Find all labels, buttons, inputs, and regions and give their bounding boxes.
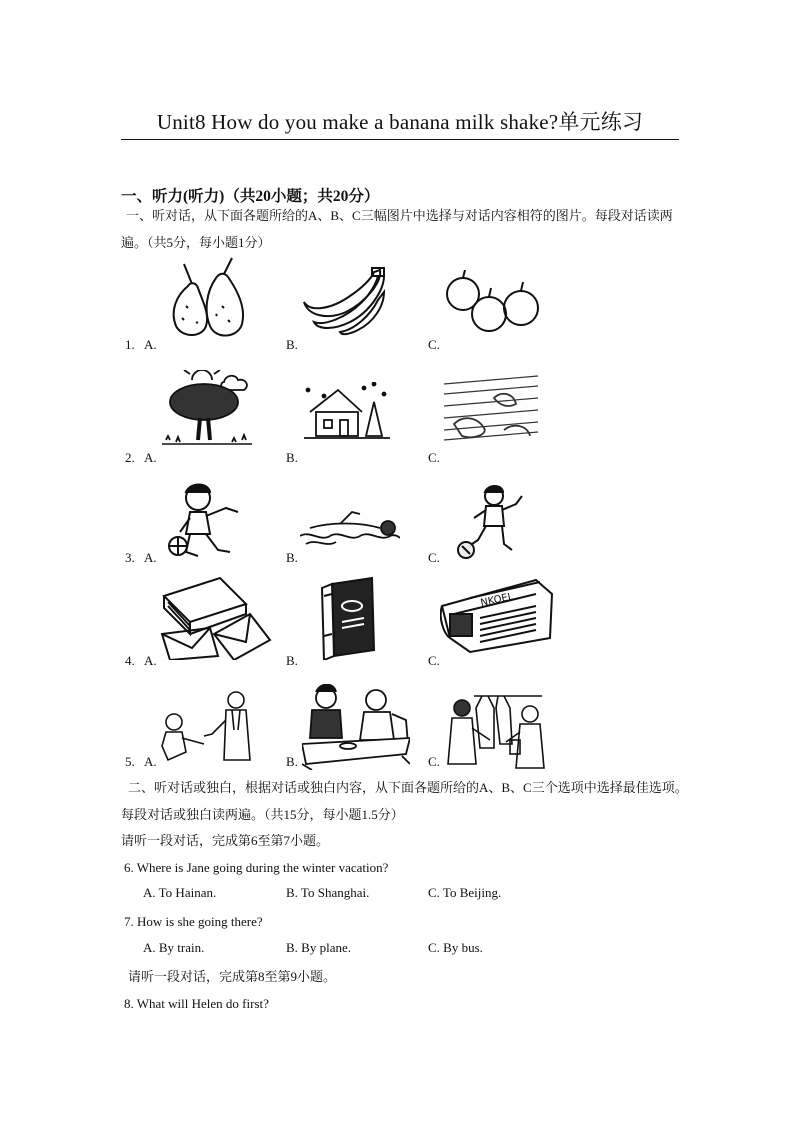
option-label-b: B. xyxy=(286,653,298,668)
q6-option-a: A. To Hainan. xyxy=(143,885,217,900)
listening-instruction-6-7: 请听一段对话，完成第6至第7小题。 xyxy=(121,833,330,848)
book-icon xyxy=(318,576,380,660)
option-label-a: A. xyxy=(144,653,157,668)
option-label-c: C. xyxy=(428,754,440,769)
option-label-a: A. xyxy=(144,550,157,565)
newspaper-icon xyxy=(440,578,554,654)
option-label-c: C. xyxy=(428,550,440,565)
listening-instruction-8-9: 请听一段对话，完成第8至第9小题。 xyxy=(128,969,337,984)
windy-weather-icon xyxy=(444,374,538,446)
swimming-icon xyxy=(300,508,400,548)
basketball-boy-icon xyxy=(166,482,242,562)
apples-icon xyxy=(443,270,541,334)
option-label-b: B. xyxy=(286,550,298,565)
pears-icon xyxy=(166,256,246,340)
q6-option-b: B. To Shanghai. xyxy=(286,885,370,900)
option-label-b: B. xyxy=(286,337,298,352)
doctor-patient-icon xyxy=(158,690,254,768)
soccer-boy-icon xyxy=(456,484,528,564)
option-label-c: C. xyxy=(428,450,440,465)
svg-text:NKOEL: NKOEL xyxy=(479,591,515,610)
section-heading: 一、听力(听力)（共20小题；共20分） xyxy=(121,188,380,205)
question-number: 1. xyxy=(125,337,135,352)
clothes-shopping-icon xyxy=(446,688,550,772)
part1-instruction-line1: 一、听对话，从下面各题所给的A、B、C三幅图片中选择与对话内容相符的图片。每段对话读两 xyxy=(126,208,673,223)
bananas-icon xyxy=(300,266,388,338)
part2-instruction-line2: 每段对话或独白读两遍。（共15分，每小题1.5分） xyxy=(121,807,404,822)
question-8: 8. What will Helen do first? xyxy=(124,996,269,1011)
option-label-b: B. xyxy=(286,450,298,465)
q7-option-c: C. By bus. xyxy=(428,940,483,955)
letters-icon xyxy=(160,574,272,660)
question-number: 3. xyxy=(125,550,135,565)
option-label-c: C. xyxy=(428,653,440,668)
question-number: 4. xyxy=(125,653,135,668)
part2-instruction-line1: 二、听对话或独白，根据对话或独白内容，从下面各题所给的A、B、C三个选项中选择最佳选项。 xyxy=(128,780,688,795)
snowy-house-icon xyxy=(304,382,390,440)
page-title: Unit8 How do you make a banana milk shake?单元练习 xyxy=(156,110,644,134)
q7-option-b: B. By plane. xyxy=(286,940,351,955)
part1-instruction-line2: 遍。（共5分，每小题1分） xyxy=(121,235,271,250)
option-label-a: A. xyxy=(144,450,157,465)
question-number: 2. xyxy=(125,450,135,465)
question-number: 5. xyxy=(125,754,135,769)
option-label-c: C. xyxy=(428,337,440,352)
q7-option-a: A. By train. xyxy=(143,940,205,955)
question-7: 7. How is she going there? xyxy=(124,914,263,929)
restaurant-diners-icon xyxy=(302,684,410,770)
option-label-a: A. xyxy=(144,754,157,769)
question-6: 6. Where is Jane going during the winter vacation? xyxy=(124,860,389,875)
option-label-b: B. xyxy=(286,754,298,769)
sunny-tree-icon xyxy=(162,370,252,448)
option-label-a: A. xyxy=(144,337,157,352)
title-divider xyxy=(121,139,679,140)
q6-option-c: C. To Beijing. xyxy=(428,885,502,900)
